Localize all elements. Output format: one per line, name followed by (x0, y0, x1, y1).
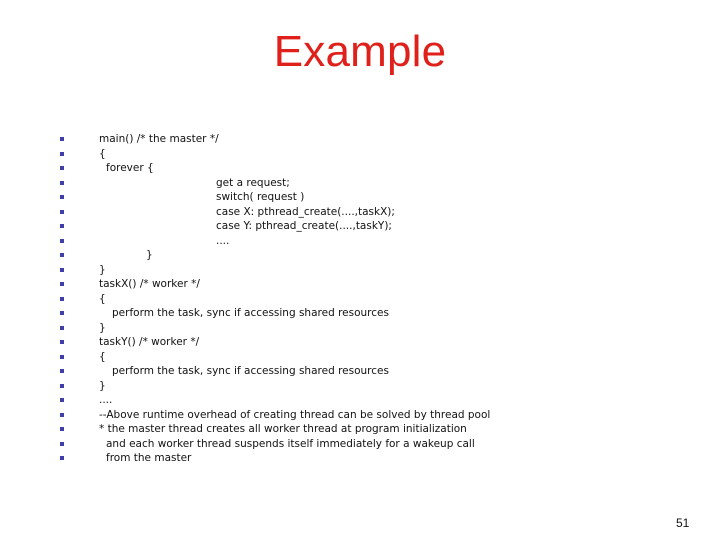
square-bullet-icon (60, 268, 64, 272)
list-item (0, 263, 720, 278)
line-text: } (99, 263, 106, 276)
line-text: --Above runtime overhead of creating thread can be solved by thread pool (99, 408, 491, 421)
line-text: { (99, 292, 106, 305)
line-text: case Y: pthread_create(....,taskY); (216, 220, 392, 232)
square-bullet-icon (60, 282, 64, 286)
list-item (0, 393, 720, 408)
list-item (0, 379, 720, 394)
line-text: * the master thread creates all worker thread at program initialization (99, 423, 467, 435)
square-bullet-icon (60, 326, 64, 330)
line-text: and each worker thread suspends itself immediately for a wakeup call (106, 437, 475, 450)
square-bullet-icon (60, 239, 64, 243)
page-number: 51 (676, 516, 690, 530)
list-item (0, 147, 720, 162)
list-item (0, 132, 720, 147)
line-text: forever { (106, 162, 154, 174)
square-bullet-icon (60, 369, 64, 373)
line-text: .... (99, 394, 113, 406)
line-text: } (146, 249, 153, 261)
square-bullet-icon (60, 224, 64, 228)
list-item (0, 292, 720, 307)
list-item (0, 335, 720, 350)
square-bullet-icon (60, 340, 64, 344)
square-bullet-icon (60, 311, 64, 315)
square-bullet-icon (60, 210, 64, 214)
square-bullet-icon (60, 355, 64, 359)
square-bullet-icon (60, 398, 64, 402)
list-item (0, 161, 720, 176)
line-text: } (99, 379, 106, 392)
list-item (0, 190, 720, 205)
list-item (0, 234, 720, 249)
square-bullet-icon (60, 195, 64, 199)
list-item (0, 219, 720, 234)
square-bullet-icon (60, 152, 64, 156)
square-bullet-icon (60, 413, 64, 417)
square-bullet-icon (60, 297, 64, 301)
line-text: .... (216, 234, 230, 247)
list-item (0, 364, 720, 379)
line-text: { (99, 147, 106, 160)
line-text: taskY() /* worker */ (99, 336, 200, 348)
slide-title: Example (273, 27, 447, 76)
list-item (0, 422, 720, 437)
square-bullet-icon (60, 384, 64, 388)
list-item (0, 437, 720, 452)
square-bullet-icon (60, 166, 64, 170)
square-bullet-icon (60, 181, 64, 185)
square-bullet-icon (60, 427, 64, 431)
line-text: perform the task, sync if accessing shared resources (112, 307, 389, 319)
line-text: get a request; (216, 176, 290, 189)
list-item (0, 306, 720, 321)
line-text: { (99, 350, 106, 363)
list-item (0, 321, 720, 336)
line-text: } (99, 321, 106, 334)
list-item (0, 277, 720, 292)
line-text: taskX() /* worker */ (99, 278, 200, 290)
list-item (0, 248, 720, 263)
list-item (0, 205, 720, 220)
list-item (0, 350, 720, 365)
line-text: switch( request ) (216, 191, 305, 203)
line-text: perform the task, sync if accessing shared resources (112, 365, 389, 377)
line-text: case X: pthread_create(....,taskX); (216, 205, 395, 218)
line-text: main() /* the master */ (99, 133, 219, 145)
list-item (0, 408, 720, 423)
square-bullet-icon (60, 456, 64, 460)
list-item (0, 451, 720, 466)
square-bullet-icon (60, 442, 64, 446)
square-bullet-icon (60, 253, 64, 257)
line-text: from the master (106, 452, 192, 464)
list-item (0, 176, 720, 191)
square-bullet-icon (60, 137, 64, 141)
code-bullet-list (0, 132, 720, 466)
